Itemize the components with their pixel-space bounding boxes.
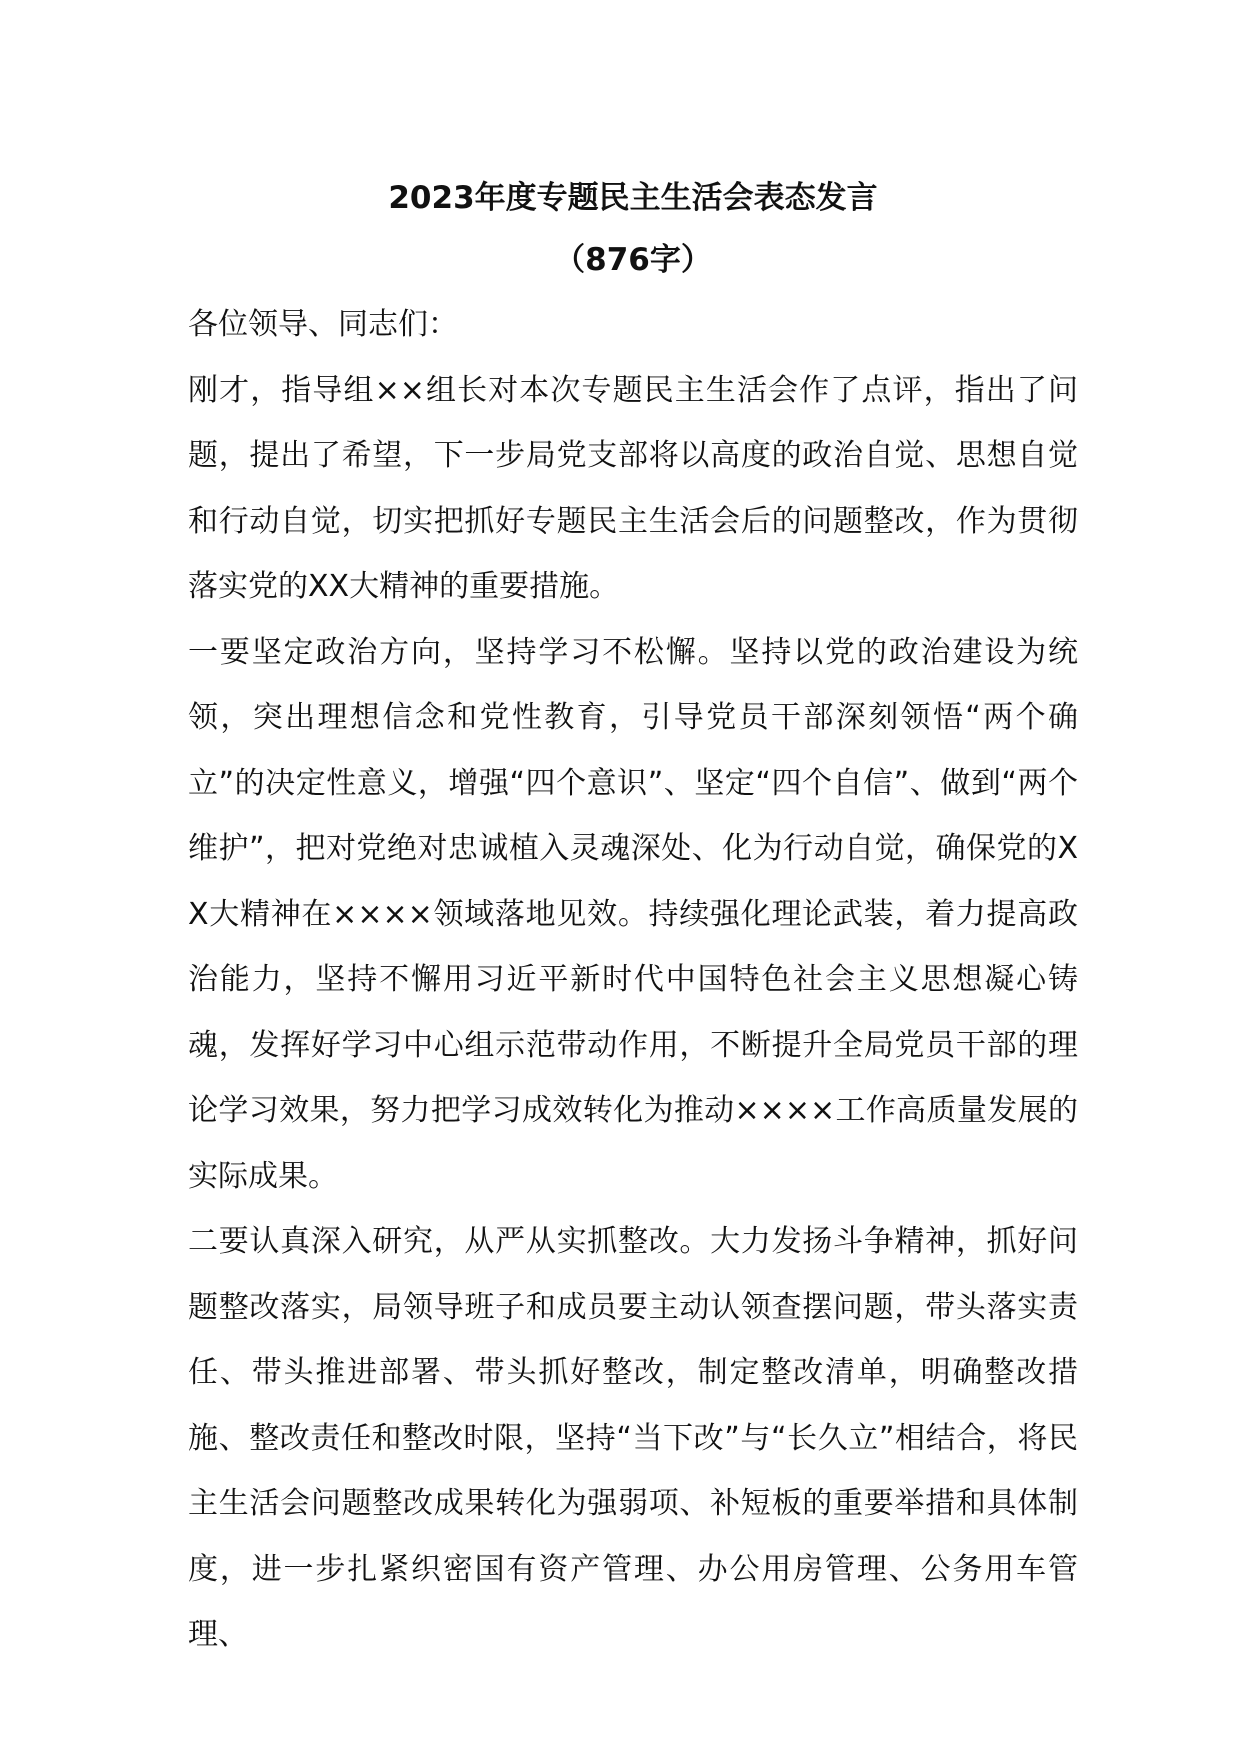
paragraph: 一要坚定政治方向，坚持学习不松懈。坚持以党的政治建设为统领，突出理想信念和党性教育，引导党员干部深刻领悟“两个确立”的决定性意义，增强“四个意识”、坚定“四个自信”、做到“两个维护”，把对党绝对忠诚植入灵魂深处、化为行动自觉，确保党的XX大精神在××××领域落地见效。持续强化理论武装，着力提高政治能力，坚持不懈用习近平新时代中国特色社会主义思想凝心铸魂，发挥好学习中心组示范带动作用，不断提升全局党员干部的理论学习效果，努力把学习成效转化为推动××××工作高质量发展的实际成果。 <box>188 634 1078 1194</box>
paragraph: 二要认真深入研究，从严从实抓整改。大力发扬斗争精神，抓好问题整改落实，局领导班子和成员要主动认领查摆问题，带头落实责任、带头推进部署、带头抓好整改，制定整改清单，明确整改措施、整改责任和整改时限，坚持“当下改”与“长久立”相结合，将民主生活会问题整改成果转化为强弱项、补短板的重要举措和具体制度，进一步扎紧织密国有资产管理、办公用房管理、公务用车管理、 <box>188 1224 1078 1652</box>
document-page <box>188 170 1078 1668</box>
document-title: 2023年度专题民主生活会表态发言 <box>388 180 878 216</box>
paragraph: 刚才，指导组××组长对本次专题民主生活会作了点评，指出了问题，提出了希望，下一步局党支部将以高度的政治自觉、思想自觉和行动自觉，切实把抓好专题民主生活会后的问题整改，作为贯彻落实党的XX大精神的重要措施。 <box>188 372 1078 604</box>
greeting: 各位领导、同志们： <box>188 307 458 342</box>
document-subtitle: （876字） <box>554 242 712 278</box>
